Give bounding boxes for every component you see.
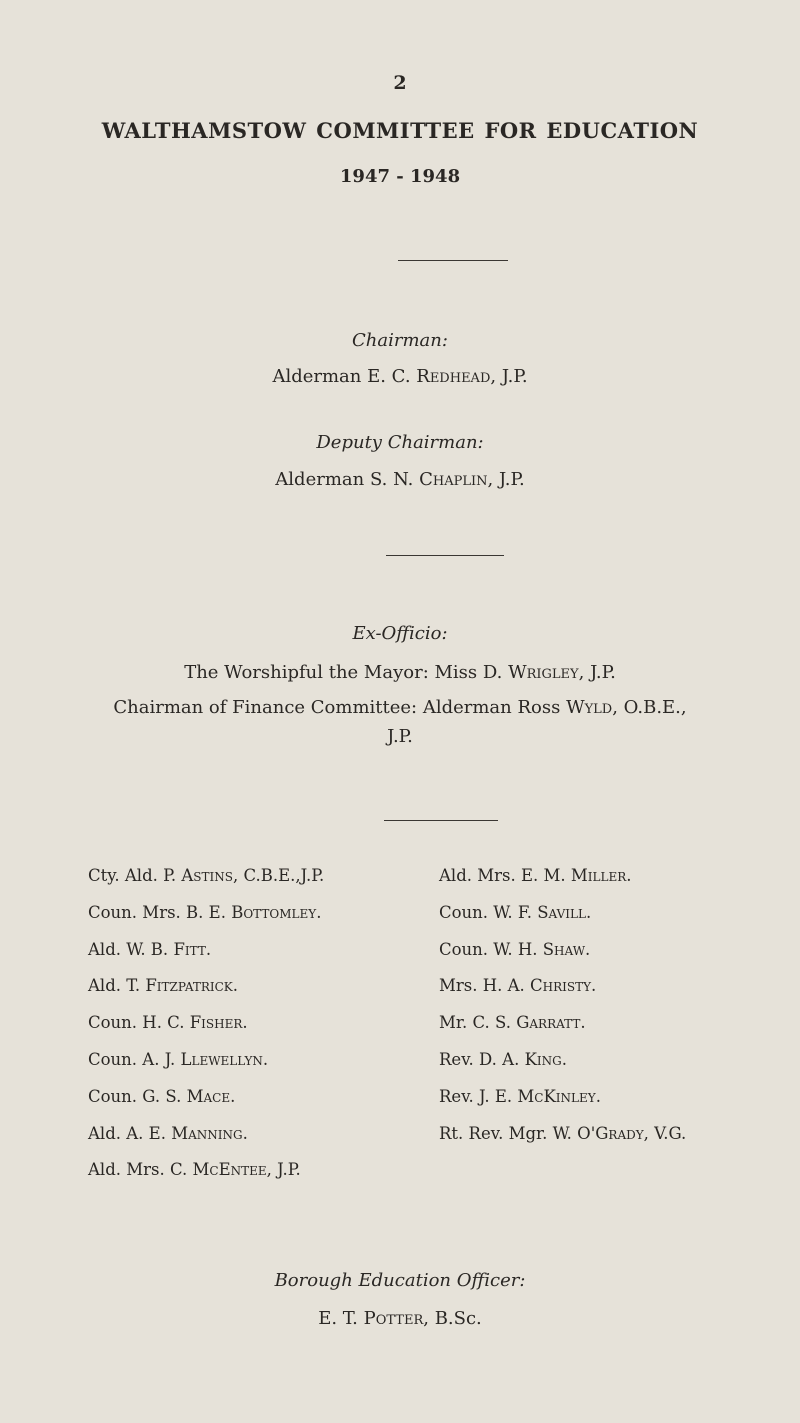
- member-entry: Rt. Rev. Mgr. W. O'Grady, V.G.: [439, 1123, 687, 1143]
- member-entry: Rev. J. E. McKinley.: [439, 1086, 601, 1106]
- members-left-column: [88, 866, 324, 1197]
- deputy-chairman-name: Alderman S. N. Chaplin, J.P.: [275, 469, 525, 490]
- education-officer-name: E. T. Potter, B.Sc.: [318, 1308, 482, 1329]
- member-entry: Coun. G. S. Mace.: [88, 1086, 236, 1106]
- divider-rule: [384, 820, 498, 821]
- document-title: WALTHAMSTOW COMMITTEE FOR EDUCATION: [101, 118, 699, 143]
- page-number: 2: [393, 72, 407, 94]
- ex-officio-finance-continuation: J.P.: [387, 726, 413, 747]
- education-officer-heading: Borough Education Officer:: [274, 1270, 526, 1291]
- document-years: 1947 - 1948: [339, 166, 461, 187]
- member-entry: Coun. W. F. Savill.: [439, 902, 592, 922]
- ex-officio-mayor: The Worshipful the Mayor: Miss D. Wrigley, J.P.: [184, 662, 616, 683]
- member-entry: Coun. Mrs. B. E. Bottomley.: [88, 902, 322, 922]
- member-entry: Mr. C. S. Garratt.: [439, 1013, 586, 1033]
- member-entry: Rev. D. A. King.: [439, 1049, 567, 1069]
- chairman-name: Alderman E. C. Redhead, J.P.: [272, 366, 528, 387]
- member-entry: Ald. Mrs. C. McEntee, J.P.: [88, 1160, 301, 1180]
- member-entry: Cty. Ald. P. Astins, C.B.E.,J.P.: [88, 866, 325, 885]
- member-entry: Mrs. H. A. Christy.: [439, 976, 597, 996]
- ex-officio-heading: Ex-Officio:: [352, 623, 448, 644]
- member-entry: Ald. Mrs. E. M. Miller.: [439, 866, 632, 885]
- member-entry: Coun. H. C. Fisher.: [88, 1013, 248, 1033]
- member-entry: Coun. A. J. Llewellyn.: [88, 1049, 269, 1069]
- member-entry: Ald. T. Fitzpatrick.: [88, 976, 239, 996]
- member-entry: Ald. A. E. Manning.: [88, 1123, 248, 1143]
- divider-rule: [386, 555, 504, 556]
- ex-officio-finance-chairman: Chairman of Finance Committee: Alderman Ross Wyld, O.B.E.,: [113, 697, 687, 718]
- divider-rule: [398, 260, 508, 261]
- deputy-chairman-heading: Deputy Chairman:: [316, 432, 484, 453]
- member-entry: Coun. W. H. Shaw.: [439, 939, 591, 959]
- member-entry: Ald. W. B. Fitt.: [88, 939, 212, 959]
- chairman-heading: Chairman:: [352, 330, 448, 351]
- members-right-column: [439, 866, 686, 1160]
